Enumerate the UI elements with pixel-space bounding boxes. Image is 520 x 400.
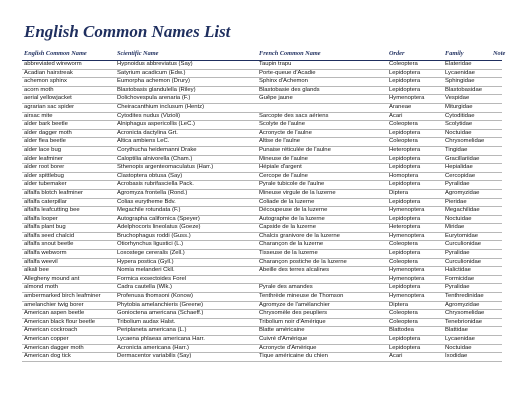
order-cell: Hymenoptera: [387, 293, 443, 302]
family-cell: Agromyzidae: [443, 189, 491, 198]
note-cell: [491, 232, 502, 241]
note-cell: [491, 189, 502, 198]
note-cell: [491, 215, 502, 224]
english-name-cell: alfalfa leafcutting bee: [22, 207, 115, 216]
scientific-name-cell: Cytodites nudus (Vizioli): [115, 112, 257, 121]
order-cell: Lepidoptera: [387, 284, 443, 293]
family-cell: Gracillariidae: [443, 155, 491, 164]
english-name-cell: American cockroach: [22, 327, 115, 336]
french-name-cell: Découpeuse de la luzerne: [257, 207, 387, 216]
family-cell: Blastobasidae: [443, 86, 491, 95]
scientific-name-cell: Autographa californica (Speyer): [115, 215, 257, 224]
french-name-cell: Guêpe jaune: [257, 95, 387, 104]
english-name-cell: alfalfa plant bug: [22, 224, 115, 233]
note-cell: [491, 155, 502, 164]
table-row: [22, 301, 502, 310]
note-cell: [491, 198, 502, 207]
english-name-cell: aerial yellowjacket: [22, 95, 115, 104]
header-french-common-name: French Common Name: [257, 50, 387, 61]
family-cell: Chrysomelidae: [443, 310, 491, 319]
french-name-cell: Charançon postiche de la luzerne: [257, 258, 387, 267]
french-name-cell: Tribolium noir d'Amérique: [257, 318, 387, 327]
scientific-name-cell: Caloptilia alnivorella (Cham.): [115, 155, 257, 164]
family-cell: Miturgidae: [443, 103, 491, 112]
table-row: [22, 207, 502, 216]
note-cell: [491, 250, 502, 259]
note-cell: [491, 336, 502, 345]
header-note: Note: [491, 50, 502, 61]
order-cell: Lepidoptera: [387, 78, 443, 87]
french-name-cell: Chrysomèle des peupliers: [257, 310, 387, 319]
scientific-name-cell: Colias eurytheme Bdv.: [115, 198, 257, 207]
table-row: [22, 215, 502, 224]
english-name-cell: alder leafminer: [22, 155, 115, 164]
french-name-cell: Agromyze de l'amélanchier: [257, 301, 387, 310]
english-name-cell: alder bark beetle: [22, 121, 115, 130]
french-name-cell: Pyrale des amandes: [257, 284, 387, 293]
order-cell: Hymenoptera: [387, 232, 443, 241]
family-cell: Megachilidae: [443, 207, 491, 216]
order-cell: Lepidoptera: [387, 198, 443, 207]
french-name-cell: [257, 275, 387, 284]
table-row: [22, 318, 502, 327]
english-name-cell: American aspen beetle: [22, 310, 115, 319]
english-name-cell: alder spittlebug: [22, 172, 115, 181]
document-page: [22, 22, 506, 362]
note-cell: [491, 172, 502, 181]
scientific-name-cell: Gonioctena americana (Schaeff.): [115, 310, 257, 319]
table-row: [22, 129, 502, 138]
scientific-name-cell: Loxostege cereralis (Zell.): [115, 250, 257, 259]
note-cell: [491, 301, 502, 310]
table-row: [22, 232, 502, 241]
french-name-cell: Punaise réticulée de l'aulne: [257, 146, 387, 155]
french-name-cell: [257, 103, 387, 112]
table-row: [22, 284, 502, 293]
note-cell: [491, 318, 502, 327]
english-name-cell: American copper: [22, 336, 115, 345]
order-cell: Heteroptera: [387, 224, 443, 233]
english-name-cell: ambermarked birch leafminer: [22, 293, 115, 302]
scientific-name-cell: Otiorhynchus ligustici (L.): [115, 241, 257, 250]
french-name-cell: Sphinx d'Achemon: [257, 78, 387, 87]
header-order: Order: [387, 50, 443, 61]
english-name-cell: Allegheny mound ant: [22, 275, 115, 284]
family-cell: Sphingidae: [443, 78, 491, 87]
english-name-cell: alfalfa seed chalcid: [22, 232, 115, 241]
english-name-cell: alfalfa blotch leafminer: [22, 189, 115, 198]
family-cell: Cytoditidae: [443, 112, 491, 121]
scientific-name-cell: Lycaena phlaeas americana Harr.: [115, 336, 257, 345]
family-cell: Chrysomelidae: [443, 138, 491, 147]
scientific-name-cell: Dolichovespula arenaria (F.): [115, 95, 257, 104]
family-cell: Lycaenidae: [443, 336, 491, 345]
order-cell: Blattodea: [387, 327, 443, 336]
scientific-name-cell: Profenusa thomsoni (Konow): [115, 293, 257, 302]
french-name-cell: Blatte américaine: [257, 327, 387, 336]
french-name-cell: Acronycte de l'aulne: [257, 129, 387, 138]
table-row: [22, 353, 502, 362]
order-cell: Lepidoptera: [387, 155, 443, 164]
family-cell: Noctuidae: [443, 129, 491, 138]
note-cell: [491, 69, 502, 78]
family-cell: Formicidae: [443, 275, 491, 284]
english-name-cell: acorn moth: [22, 86, 115, 95]
table-row: [22, 189, 502, 198]
family-cell: Eurytomidae: [443, 232, 491, 241]
english-name-cell: amelanchier twig borer: [22, 301, 115, 310]
note-cell: [491, 275, 502, 284]
family-cell: Cercopidae: [443, 172, 491, 181]
french-name-cell: Mineuse virgule de la luzerne: [257, 189, 387, 198]
scientific-name-cell: Alniphagus aspericollis (LeC.): [115, 121, 257, 130]
table-row: [22, 336, 502, 345]
family-cell: Pieridae: [443, 198, 491, 207]
english-name-cell: alfalfa caterpillar: [22, 198, 115, 207]
order-cell: Lepidoptera: [387, 250, 443, 259]
table-body: [22, 61, 502, 362]
french-name-cell: Taupin trapu: [257, 61, 387, 70]
french-name-cell: Capside de la luzerne: [257, 224, 387, 233]
table-row: [22, 86, 502, 95]
note-cell: [491, 181, 502, 190]
french-name-cell: Chalcis granivore de la luzerne: [257, 232, 387, 241]
order-cell: Coleoptera: [387, 258, 443, 267]
family-cell: Scolytidae: [443, 121, 491, 130]
table-row: [22, 172, 502, 181]
order-cell: Coleoptera: [387, 138, 443, 147]
scientific-name-cell: Periplaneta americana (L.): [115, 327, 257, 336]
table-row: [22, 121, 502, 130]
table-row: [22, 250, 502, 259]
family-cell: Pyralidae: [443, 284, 491, 293]
scientific-name-cell: Cadra cautella (Wlk.): [115, 284, 257, 293]
order-cell: Diptera: [387, 301, 443, 310]
scientific-name-cell: Blastobasis glandulella (Riley): [115, 86, 257, 95]
family-cell: Pyralidae: [443, 250, 491, 259]
table-row: [22, 267, 502, 276]
note-cell: [491, 224, 502, 233]
order-cell: Hymenoptera: [387, 267, 443, 276]
french-name-cell: Tenthrède mineuse de Thomson: [257, 293, 387, 302]
table-row: [22, 164, 502, 173]
order-cell: Araneae: [387, 103, 443, 112]
table-row: [22, 224, 502, 233]
scientific-name-cell: Satyrium acadicum (Edw.): [115, 69, 257, 78]
french-name-cell: Mineuse de l'aulne: [257, 155, 387, 164]
scientific-name-cell: Hypera postica (Gyll.): [115, 258, 257, 267]
note-cell: [491, 138, 502, 147]
note-cell: [491, 61, 502, 70]
scientific-name-cell: Acrobasis rubrifasciella Pack.: [115, 181, 257, 190]
english-name-cell: Acadian hairstreak: [22, 69, 115, 78]
scientific-name-cell: Acronicta americana (Harr.): [115, 344, 257, 353]
page-title: English Common Names List: [24, 22, 231, 41]
order-cell: Lepidoptera: [387, 215, 443, 224]
english-name-cell: American black flour beetle: [22, 318, 115, 327]
scientific-name-cell: Eumorpha achemon (Drury): [115, 78, 257, 87]
order-cell: Acari: [387, 353, 443, 362]
order-cell: Lepidoptera: [387, 344, 443, 353]
order-cell: Coleoptera: [387, 241, 443, 250]
order-cell: Homoptera: [387, 172, 443, 181]
english-name-cell: alfalfa weevil: [22, 258, 115, 267]
english-name-cell: American dog tick: [22, 353, 115, 362]
order-cell: Coleoptera: [387, 318, 443, 327]
order-cell: Lepidoptera: [387, 164, 443, 173]
french-name-cell: Cercope de l'aulne: [257, 172, 387, 181]
french-name-cell: Abeille des terres alcalines: [257, 267, 387, 276]
table-row: [22, 181, 502, 190]
note-cell: [491, 267, 502, 276]
scientific-name-cell: Formica exsectoides Forel: [115, 275, 257, 284]
french-name-cell: Pyrale tubicole de l'aulne: [257, 181, 387, 190]
english-name-cell: alder flea beetle: [22, 138, 115, 147]
scientific-name-cell: Clastoptera obtusa (Say): [115, 172, 257, 181]
family-cell: Halictidae: [443, 267, 491, 276]
note-cell: [491, 241, 502, 250]
note-cell: [491, 327, 502, 336]
note-cell: [491, 293, 502, 302]
order-cell: Diptera: [387, 189, 443, 198]
table-row: [22, 344, 502, 353]
english-name-cell: alfalfa looper: [22, 215, 115, 224]
note-cell: [491, 146, 502, 155]
french-name-cell: Porte-queue d'Acadie: [257, 69, 387, 78]
order-cell: Heteroptera: [387, 146, 443, 155]
table-row: [22, 69, 502, 78]
family-cell: Noctuidae: [443, 344, 491, 353]
note-cell: [491, 258, 502, 267]
english-name-cell: alfalfa snout beetle: [22, 241, 115, 250]
order-cell: Hymenoptera: [387, 207, 443, 216]
table-row: [22, 146, 502, 155]
table-row: [22, 103, 502, 112]
french-name-cell: Tisseuse de la luzerne: [257, 250, 387, 259]
french-name-cell: Altise de l'aulne: [257, 138, 387, 147]
family-cell: Pyralidae: [443, 181, 491, 190]
table-row: [22, 112, 502, 121]
family-cell: Ixodidae: [443, 353, 491, 362]
english-name-cell: almond moth: [22, 284, 115, 293]
header-english-common-name: English Common Name: [22, 50, 115, 61]
scientific-name-cell: Nomia melanderi Ckll.: [115, 267, 257, 276]
table-header-row: [22, 50, 502, 61]
family-cell: Noctuidae: [443, 215, 491, 224]
header-family: Family: [443, 50, 491, 61]
order-cell: Lepidoptera: [387, 69, 443, 78]
scientific-name-cell: Megachile rotundata (F.): [115, 207, 257, 216]
scientific-name-cell: Adelphocoris lineolatus (Goeze): [115, 224, 257, 233]
order-cell: Lepidoptera: [387, 86, 443, 95]
english-name-cell: American dagger moth: [22, 344, 115, 353]
family-cell: Lycaenidae: [443, 69, 491, 78]
scientific-name-cell: Hypnoidus abbreviatus (Say): [115, 61, 257, 70]
family-cell: Agromyzidae: [443, 301, 491, 310]
table-row: [22, 155, 502, 164]
note-cell: [491, 207, 502, 216]
english-name-cell: alfalfa webworm: [22, 250, 115, 259]
scientific-name-cell: Bruchophagus roddi (Guss.): [115, 232, 257, 241]
note-cell: [491, 164, 502, 173]
order-cell: Lepidoptera: [387, 129, 443, 138]
english-name-cell: alkali bee: [22, 267, 115, 276]
note-cell: [491, 284, 502, 293]
table-row: [22, 293, 502, 302]
french-name-cell: Scolyte de l'aulne: [257, 121, 387, 130]
table-row: [22, 198, 502, 207]
family-cell: Hepialidae: [443, 164, 491, 173]
scientific-name-cell: Agromyza frontella (Rond.): [115, 189, 257, 198]
family-cell: Curculionidae: [443, 241, 491, 250]
family-cell: Miridae: [443, 224, 491, 233]
scientific-name-cell: Sthenopis argenteomaculatus (Harr.): [115, 164, 257, 173]
note-cell: [491, 121, 502, 130]
french-name-cell: Sarcopte des sacs aériens: [257, 112, 387, 121]
english-name-cell: alder lace bug: [22, 146, 115, 155]
table-row: [22, 327, 502, 336]
table-row: [22, 95, 502, 104]
french-name-cell: Tique américaine du chien: [257, 353, 387, 362]
english-name-cell: alder root borer: [22, 164, 115, 173]
order-cell: Coleoptera: [387, 121, 443, 130]
family-cell: Tingidae: [443, 146, 491, 155]
note-cell: [491, 95, 502, 104]
french-name-cell: Coliade de la luzerne: [257, 198, 387, 207]
english-name-cell: alder dagger moth: [22, 129, 115, 138]
family-cell: Tenthredinidae: [443, 293, 491, 302]
table-row: [22, 275, 502, 284]
french-name-cell: Acronycte d'Amérique: [257, 344, 387, 353]
scientific-name-cell: Dermacentor variabilis (Say): [115, 353, 257, 362]
scientific-name-cell: Tribolium audax Halst.: [115, 318, 257, 327]
english-name-cell: airsac mite: [22, 112, 115, 121]
note-cell: [491, 86, 502, 95]
scientific-name-cell: Acronicta dactylina Grt.: [115, 129, 257, 138]
table-row: [22, 310, 502, 319]
french-name-cell: Cuivré d'Amérique: [257, 336, 387, 345]
english-name-cell: achemon sphinx: [22, 78, 115, 87]
note-cell: [491, 353, 502, 362]
note-cell: [491, 78, 502, 87]
names-table: [22, 50, 506, 362]
header-scientific-name: Scientific Name: [115, 50, 257, 61]
family-cell: Tenebrionidae: [443, 318, 491, 327]
table-row: [22, 241, 502, 250]
note-cell: [491, 103, 502, 112]
table-row: [22, 61, 502, 70]
english-name-cell: agrarian sac spider: [22, 103, 115, 112]
order-cell: Acari: [387, 112, 443, 121]
french-name-cell: Hépiale d'argent: [257, 164, 387, 173]
family-cell: Vespidae: [443, 95, 491, 104]
scientific-name-cell: Altica ambiens LeC.: [115, 138, 257, 147]
english-name-cell: alder tubemaker: [22, 181, 115, 190]
order-cell: Coleoptera: [387, 310, 443, 319]
english-name-cell: abbreviated wireworm: [22, 61, 115, 70]
table-row: [22, 258, 502, 267]
note-cell: [491, 344, 502, 353]
family-cell: Curculionidae: [443, 258, 491, 267]
note-cell: [491, 310, 502, 319]
order-cell: Coleoptera: [387, 61, 443, 70]
french-name-cell: Blastobasie des glands: [257, 86, 387, 95]
order-cell: Hymenoptera: [387, 275, 443, 284]
scientific-name-cell: Cheiracanthium inclusum (Hentz): [115, 103, 257, 112]
family-cell: Elateridae: [443, 61, 491, 70]
table-row: [22, 78, 502, 87]
scientific-name-cell: Corythucha heidemanni Drake: [115, 146, 257, 155]
order-cell: Lepidoptera: [387, 181, 443, 190]
table-row: [22, 138, 502, 147]
note-cell: [491, 129, 502, 138]
scientific-name-cell: Phytobia amelanchieris (Greene): [115, 301, 257, 310]
note-cell: [491, 112, 502, 121]
french-name-cell: Charançon de la luzerne: [257, 241, 387, 250]
french-name-cell: Autographe de la luzerne: [257, 215, 387, 224]
order-cell: Lepidoptera: [387, 336, 443, 345]
family-cell: Blattidae: [443, 327, 491, 336]
order-cell: Hymenoptera: [387, 95, 443, 104]
